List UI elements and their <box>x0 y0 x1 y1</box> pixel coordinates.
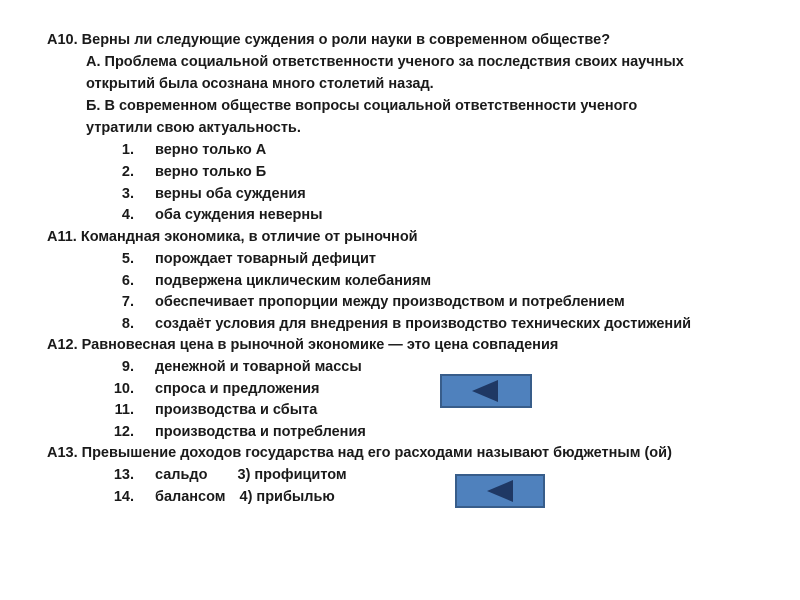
question-a12-title: А12. Равновесная цена в рыночной экономике — это цена совпадения <box>47 337 559 353</box>
option-text <box>155 465 347 485</box>
statement-a-line2: открытий была осознана много столетий назад. <box>86 76 434 92</box>
option-number: 11. <box>114 402 134 418</box>
option-text: верны оба суждения <box>155 186 306 202</box>
back-button[interactable] <box>455 474 545 508</box>
option-number: 6. <box>121 273 134 289</box>
question-a10-title: А10. Верны ли следующие суждения о роли науки в современном обществе? <box>47 32 611 48</box>
question-a13-title: А13. Превышение доходов государства над его расходами называют бюджетным (ой) <box>47 445 672 461</box>
option-text: производства и потребления <box>155 424 366 440</box>
option-number: 14. <box>113 489 134 505</box>
option-text: обеспечивает пропорции между производством и потреблением <box>155 294 625 310</box>
back-button[interactable] <box>440 374 532 408</box>
option-number: 1. <box>121 142 134 158</box>
option-text-main: сальдо <box>155 467 208 483</box>
option-text: производства и сбыта <box>155 402 318 418</box>
option-text: денежной и товарной массы <box>155 359 362 375</box>
option-text-extra: 4) прибылью <box>239 489 335 505</box>
back-arrow-shape <box>472 380 498 402</box>
option-text: создаёт условия для внедрения в производство технических достижений <box>155 316 692 332</box>
option-text <box>155 487 335 507</box>
option-number: 12. <box>113 424 134 440</box>
back-arrow-icon <box>457 476 543 506</box>
option-text: оба суждения неверны <box>155 207 323 223</box>
option-number: 5. <box>121 251 134 267</box>
option-number: 13. <box>113 467 134 483</box>
option-text: спроса и предложения <box>155 381 320 397</box>
option-text: подвержена циклическим колебаниям <box>155 273 432 289</box>
option-text-main: балансом <box>155 489 226 505</box>
option-number: 10. <box>113 381 134 397</box>
option-number: 7. <box>121 294 134 310</box>
statement-b-line2: утратили свою актуальность. <box>86 120 301 136</box>
option-number: 4. <box>121 207 134 223</box>
option-number: 9. <box>121 359 134 375</box>
option-text-extra: 3) профицитом <box>237 467 347 483</box>
statement-a-line1: А. Проблема социальной ответственности ученого за последствия своих научных <box>86 54 684 70</box>
option-number: 3. <box>121 186 134 202</box>
option-number: 8. <box>121 316 134 332</box>
back-arrow-icon <box>442 376 530 406</box>
statement-b-line1: Б. В современном обществе вопросы социальной ответственности ученого <box>86 98 638 114</box>
option-number: 2. <box>121 164 134 180</box>
back-arrow-shape <box>487 480 513 502</box>
option-text: порождает товарный дефицит <box>155 251 376 267</box>
question-a11-title: А11. Командная экономика, в отличие от рыночной <box>47 229 418 245</box>
option-text: верно только А <box>155 142 267 158</box>
option-text: верно только Б <box>155 164 267 180</box>
